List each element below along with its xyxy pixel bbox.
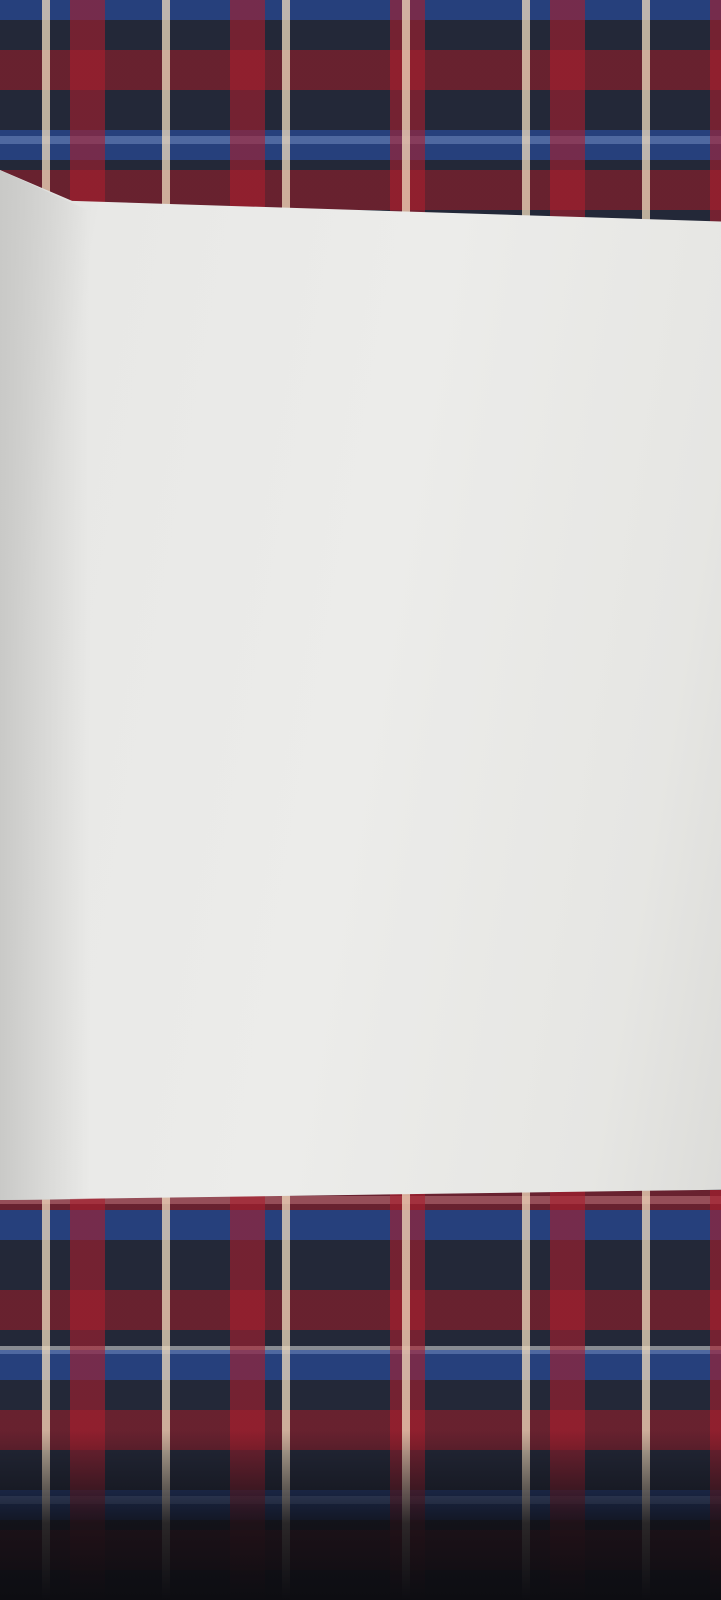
toc-right-column [405, 356, 721, 365]
toc-left-column [35, 352, 407, 358]
